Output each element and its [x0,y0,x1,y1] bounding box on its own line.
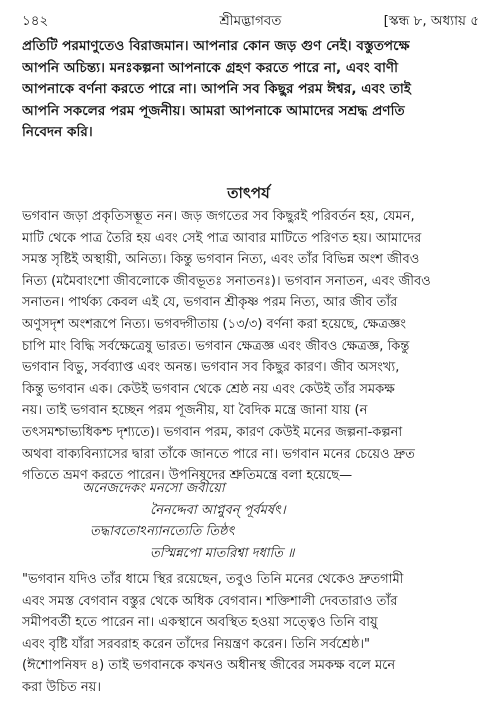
chapter-reference: [স্কন্ধ ৮, অধ্যায় ৫ [383,13,479,29]
quote-line: করা উচিত নয়। [22,679,101,695]
purport-heading: তাৎপর্য [227,184,270,202]
purport-line: ভগবান বিভু, সর্বব্যাপ্ত এবং অনন্ত। ভগবান সব কিছুর কারণ। জীব অসংখ্য, [22,360,400,376]
purport-line: ভগবান জড়া প্রকৃতিসম্ভূত নন। জড় জগতের সব কিছুরই পরিবর্তন হয়, যেমন, [22,209,415,224]
verse-line: নিবেদন করি। [22,124,93,141]
purport-line: সনাতন। পার্থক্য কেবল এই যে, ভগবান শ্রীকৃষ্ণ পরম নিত্য, আর জীব তাঁর [22,295,398,311]
purport-line: চাপি মাং বিদ্ধি সর্বক্ষেত্রেষু ভারত। ভগবান ক্ষেত্রজ্ঞ এবং জীবও ক্ষেত্রজ্ঞ, কিন্তু [22,338,410,354]
purport-line: গতিতে ভ্রমণ করতে পারেন। উপনিষদের শ্রুতিমন্ত্রে বলা হয়েছে— [22,468,353,484]
page-number: ১৪২ [22,13,49,29]
purport-body [22,206,482,487]
sanskrit-verse [22,478,482,564]
purport-line: মাটি থেকে পাত্র তৈরি হয় এবং সেই পাত্র আবার মাটিতে পরিণত হয়। আমাদের [22,230,422,246]
verse-translation [22,36,482,144]
verse-line: আপনাকে বর্ণনা করতে পারে না। আপনি সব কিছুর পরম ঈশ্বর, এবং তাই [22,81,411,98]
quote-translation [22,569,482,699]
quote-line: সমীপবর্তী হতে পারেন না। একস্থানে অবস্থিত হওয়া সত্ত্বেও তিনি বায়ু [22,615,378,631]
purport-line: নয়। তাই ভগবান হচ্ছেন পরম পূজনীয়, যা বৈদিক মন্ত্রে জানা যায় (ন [22,403,368,419]
page-header [22,6,479,28]
sanskrit-line: তদ্ধাবতোঽন্যানত্যেতি তিষ্ঠৎ [90,524,235,540]
purport-line: সমস্ত সৃষ্টিই অস্থায়ী, অনিত্য। কিন্তু ভগবান নিত্য, এবং তাঁর বিভিন্ন অংশ জীবও [22,252,420,268]
purport-line: তৎসমশ্চাভ্যধিকশ্চ দৃশ্যতে)। ভগবান পরম, কারণ কেউই মনের জল্পনা-কল্পনা [22,424,403,440]
sanskrit-line: নৈনদ্দেবা আপ্নুবন্ পূর্বমর্ষৎ। [150,502,286,518]
purport-line: অণুসদৃশ অংশরূপে নিত্য। ভগবদ্গীতায় (১৩/৩) বর্ণনা করা হয়েছে, ক্ষেত্রজ্ঞং [22,316,406,332]
purport-line: অথবা বাক্যবিন্যাসের দ্বারা তাঁকে জানতে পারে না। ভগবান মনের চেয়েও দ্রুত [22,446,415,462]
sanskrit-line: তস্মিন্নপো মাতরিশ্বা দধাতি ॥ [150,545,295,561]
quote-line: এবং বৃষ্টি যাঁরা সরবরাহ করেন তাঁদের নিয়ন্ত্রণ করেন। তিনি সর্বশ্রেষ্ঠ।" [22,636,370,652]
verse-line: আপনি সকলের পরম পূজনীয়। আমরা আপনাকে আমাদের সশ্রদ্ধ প্রণতি [22,102,405,119]
verse-line: আপনি অচিন্ত্য। মনঃকল্পনা আপনাকে গ্রহণ করতে পারে না, এবং বাণী [22,59,399,76]
purport-line: কিন্তু ভগবান এক। কেউই ভগবান থেকে শ্রেষ্ঠ নয় এবং কেউই তাঁর সমকক্ষ [22,381,395,397]
quote-line: এবং সমস্ত বেগবান বস্তুর থেকে অধিক বেগবান। শক্তিশালী দেবতারাও তাঁর [22,593,398,609]
sanskrit-line: অনেজদেকং মনসো জবীয়ো [82,481,225,496]
purport-line: নিত্য (মমৈবাংশো জীবলোকে জীবভূতঃ সনাতনঃ)। ভগবান সনাতন, এবং জীবও [22,273,431,289]
book-title: শ্রীমদ্ভাগবত [219,13,282,29]
verse-line: প্রতিটি পরমাণুতেও বিরাজমান। আপনার কোন জড় গুণ নেই। বস্তুতপক্ষে [22,38,410,54]
quote-line: (ঈশোপনিষদ ৪) তাই ভগবানকে কখনও অধীনস্থ জীবের সমকক্ষ বলে মনে [22,658,396,674]
quote-line: "ভগবান যদিও তাঁর ধামে স্থির রয়েছেন, তবুও তিনি মনের থেকেও দ্রুতগামী [22,572,404,587]
